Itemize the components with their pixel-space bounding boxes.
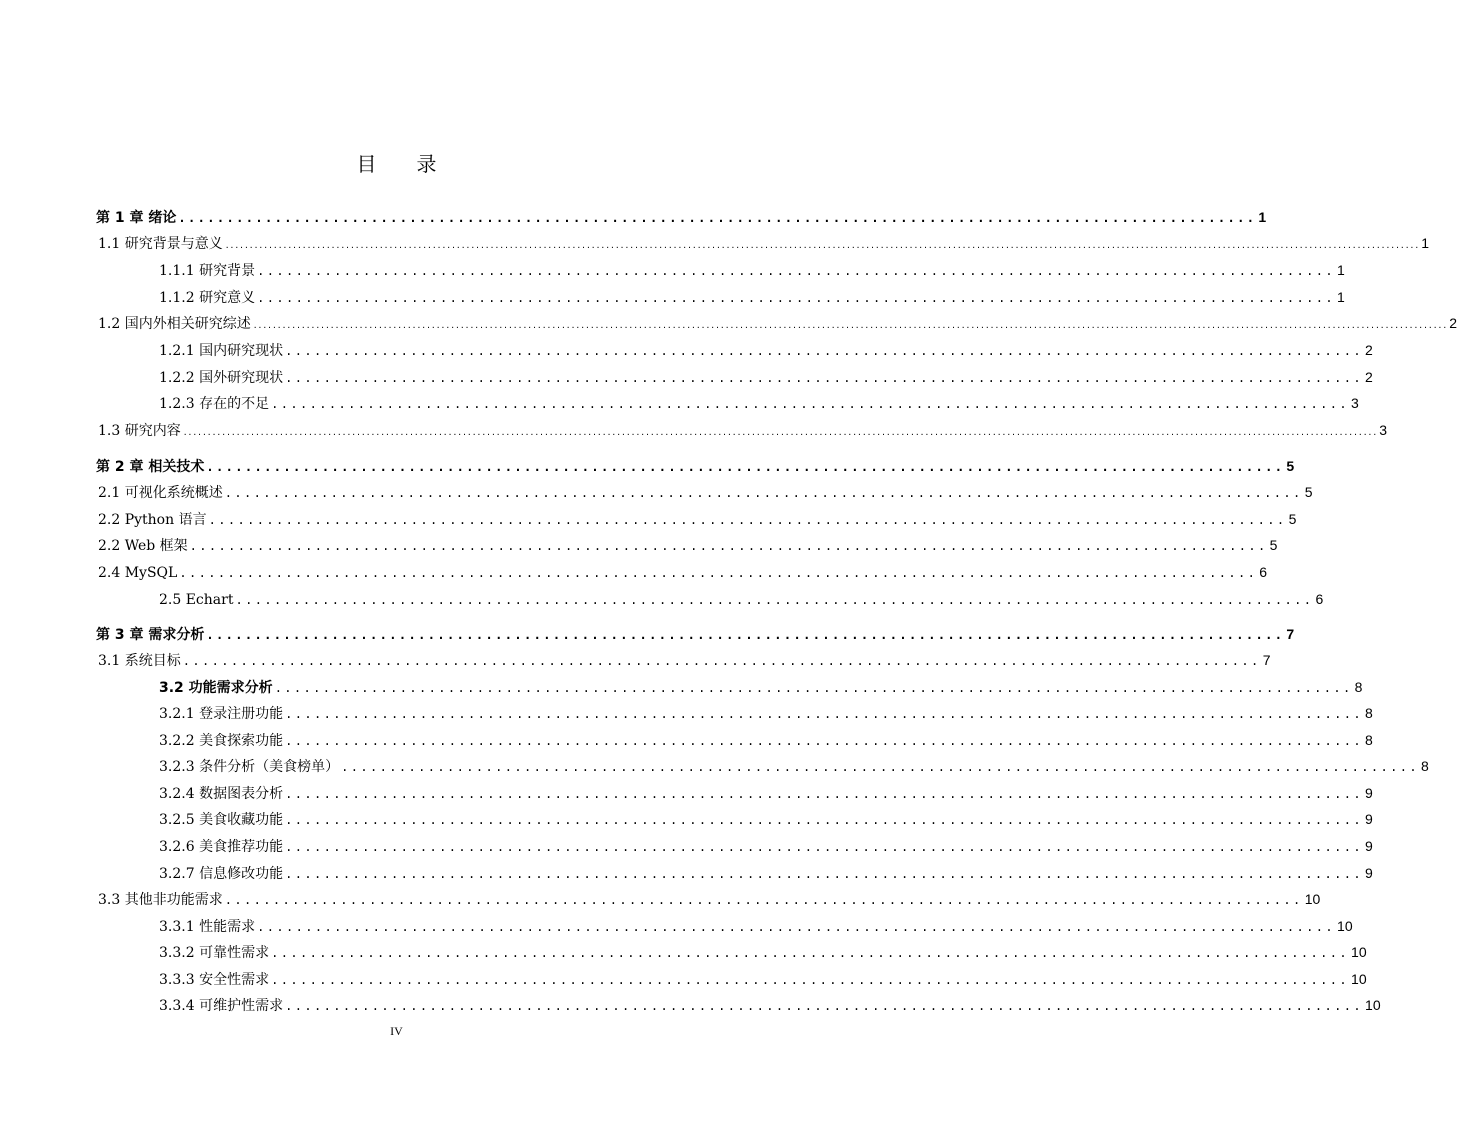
dot-leader: ................................................................................................................: [285, 707, 1364, 721]
toc-entry-label: 3.2.6 美食推荐功能: [159, 839, 284, 855]
toc-entry-page: 8: [1354, 679, 1363, 695]
toc-entry-label: 3.3 其他非功能需求: [98, 892, 223, 908]
toc-entry-3-3-4[interactable]: [159, 994, 1381, 1016]
toc-entry-3-2-1[interactable]: [159, 702, 1373, 724]
toc-entry-label: 2.4 MySQL: [98, 565, 178, 581]
toc-entry-label: 1.3 研究内容: [98, 423, 181, 439]
toc-entry-label: 3.2.2 美食探索功能: [159, 733, 284, 749]
dot-leader: ................................................................................................................: [235, 593, 1314, 607]
toc-entry-1-2-3[interactable]: [159, 392, 1359, 414]
dot-leader: ................................................................................................................: [224, 486, 1303, 500]
dot-leader: ................................................................................................................: [285, 867, 1364, 881]
dot-leader: ........................................................................................................................................................................................................................................................: [182, 428, 1378, 437]
toc-entry-page: 2: [1365, 342, 1373, 358]
toc-entry-label: 3.2 功能需求分析: [159, 680, 273, 696]
toc-entry-page: 2: [1365, 369, 1373, 385]
toc-entry-label: 3.2.5 美食收藏功能: [159, 812, 284, 828]
toc-entry-label: 3.2.1 登录注册功能: [159, 706, 284, 722]
toc-entry-2-1[interactable]: [98, 481, 1313, 503]
toc-entry-1-2-1[interactable]: [159, 339, 1373, 361]
toc-entry-page: 9: [1365, 865, 1373, 881]
toc-entry-page: 9: [1365, 811, 1373, 827]
toc-entry-2-4[interactable]: [98, 561, 1268, 583]
toc-entry-label: 第 1 章 绪论: [96, 210, 177, 226]
toc-entry-page: 5: [1304, 484, 1313, 500]
toc-entry-page: 5: [1286, 458, 1295, 474]
toc-entry-chapter-1[interactable]: [96, 206, 1267, 228]
page-title: [0, 148, 793, 177]
toc-entry-label: 第 2 章 相关技术: [96, 459, 205, 475]
toc-entry-page: 2: [1449, 315, 1457, 331]
toc-entry-3-2-6[interactable]: [159, 835, 1373, 857]
toc-entry-3-3[interactable]: [98, 888, 1321, 910]
dot-leader: ................................................................................................................: [257, 264, 1336, 278]
toc-entry-3-3-2[interactable]: [159, 941, 1367, 963]
toc-entry-1-2[interactable]: [98, 312, 1457, 334]
toc-entry-chapter-2[interactable]: [96, 455, 1295, 477]
page-number-footer: IV: [390, 1024, 403, 1038]
dot-leader: ........................................................................................................................................................................................................................................................: [252, 321, 1448, 330]
toc-entry-page: 10: [1351, 971, 1367, 987]
toc-entry-page: 8: [1365, 705, 1373, 721]
toc-entry-page: 10: [1365, 997, 1381, 1013]
dot-leader: ................................................................................................................: [257, 920, 1336, 934]
dot-leader: ................................................................................................................: [285, 813, 1364, 827]
dot-leader: ................................................................................................................: [285, 371, 1364, 385]
toc-entry-page: 10: [1351, 944, 1367, 960]
toc-entry-3-2-2[interactable]: [159, 729, 1373, 751]
dot-leader: ................................................................................................................: [271, 946, 1350, 960]
toc-entry-label: 3.3.2 可靠性需求: [159, 945, 270, 961]
dot-leader: ................................................................................................................: [285, 344, 1364, 358]
toc-entry-page: 10: [1337, 918, 1353, 934]
toc-entry-3-2[interactable]: [159, 676, 1363, 698]
dot-leader: ................................................................................................................: [206, 628, 1285, 642]
title-char-left: 目: [356, 152, 377, 176]
toc-entry-1-1[interactable]: [98, 232, 1429, 254]
dot-leader: ................................................................................................................: [271, 973, 1350, 987]
toc-entry-label: 1.2 国内外相关研究综述: [98, 316, 251, 332]
toc-entry-label: 3.3.3 安全性需求: [159, 972, 270, 988]
toc-entry-page: 3: [1379, 422, 1387, 438]
toc-entry-page: 1: [1421, 235, 1429, 251]
toc-entry-label: 第 3 章 需求分析: [96, 627, 205, 643]
toc-entry-1-1-2[interactable]: [159, 286, 1345, 308]
toc-entry-label: 1.1.2 研究意义: [159, 290, 256, 306]
dot-leader: ................................................................................................................: [206, 460, 1285, 474]
dot-leader: ................................................................................................................: [285, 787, 1364, 801]
dot-leader: ................................................................................................................: [285, 999, 1364, 1013]
toc-entry-page: 5: [1288, 511, 1297, 527]
toc-entry-3-3-1[interactable]: [159, 915, 1353, 937]
toc-entry-1-1-1[interactable]: [159, 259, 1345, 281]
dot-leader: ................................................................................................................: [189, 539, 1268, 553]
dot-leader: ................................................................................................................: [179, 566, 1258, 580]
dot-leader: ................................................................................................................: [285, 734, 1364, 748]
toc-entry-3-2-4[interactable]: [159, 782, 1373, 804]
toc-entry-page: 7: [1286, 626, 1295, 642]
toc-entry-page: 7: [1262, 652, 1271, 668]
toc-entry-page: 3: [1351, 395, 1359, 411]
dot-leader: ........................................................................................................................................................................................................................................................: [224, 241, 1420, 250]
toc-entry-3-2-3[interactable]: [159, 755, 1429, 777]
dot-leader: ................................................................................................................: [271, 397, 1350, 411]
toc-entry-page: 6: [1315, 591, 1324, 607]
dot-leader: ................................................................................................................: [257, 291, 1336, 305]
toc-entry-3-1[interactable]: [98, 649, 1271, 671]
toc-entry-3-3-3[interactable]: [159, 968, 1367, 990]
toc-entry-label: 3.3.1 性能需求: [159, 919, 256, 935]
toc-entry-chapter-3[interactable]: [96, 623, 1295, 645]
toc-entry-label: 2.5 Echart: [159, 592, 234, 608]
toc-entry-3-2-5[interactable]: [159, 808, 1373, 830]
toc-entry-label: 3.3.4 可维护性需求: [159, 998, 284, 1014]
toc-entry-page: 1: [1337, 289, 1345, 305]
toc-entry-label: 3.2.3 条件分析（美食榜单）: [159, 759, 340, 775]
dot-leader: ................................................................................................................: [178, 211, 1257, 225]
toc-entry-page: 9: [1365, 838, 1373, 854]
toc-entry-label: 3.1 系统目标: [98, 653, 181, 669]
dot-leader: ................................................................................................................: [274, 681, 1353, 695]
toc-entry-label: 1.2.3 存在的不足: [159, 396, 270, 412]
toc-entry-label: 1.1 研究背景与意义: [98, 236, 223, 252]
toc-entry-page: 6: [1259, 564, 1268, 580]
toc-entry-page: 1: [1258, 209, 1267, 225]
toc-entry-label: 1.2.2 国外研究现状: [159, 370, 284, 386]
toc-entry-1-3[interactable]: [98, 419, 1387, 441]
title-char-right: 录: [416, 152, 437, 176]
toc-entry-page: 9: [1365, 785, 1373, 801]
dot-leader: ................................................................................................................: [182, 654, 1261, 668]
dot-leader: ................................................................................................................: [208, 513, 1287, 527]
toc-entry-label: 2.2 Web 框架: [98, 538, 188, 554]
toc-entry-label: 2.2 Python 语言: [98, 512, 207, 528]
toc-entry-1-2-2[interactable]: [159, 366, 1373, 388]
dot-leader: ................................................................................................................: [341, 760, 1420, 774]
toc-entry-label: 2.1 可视化系统概述: [98, 485, 223, 501]
toc-entry-page: 1: [1337, 262, 1345, 278]
toc-entry-label: 3.2.4 数据图表分析: [159, 786, 284, 802]
toc-entry-2-5[interactable]: [159, 588, 1324, 610]
toc-entry-3-2-7[interactable]: [159, 862, 1373, 884]
toc-entry-page: 8: [1421, 758, 1429, 774]
toc-entry-page: 10: [1304, 891, 1321, 907]
toc-entry-label: 3.2.7 信息修改功能: [159, 866, 284, 882]
dot-leader: ................................................................................................................: [285, 840, 1364, 854]
toc-entry-2-2-python[interactable]: [98, 508, 1297, 530]
toc-entry-page: 8: [1365, 732, 1373, 748]
toc-entry-label: 1.1.1 研究背景: [159, 263, 256, 279]
toc-entry-2-2-web[interactable]: [98, 534, 1278, 556]
dot-leader: ................................................................................................................: [224, 893, 1303, 907]
toc-entry-label: 1.2.1 国内研究现状: [159, 343, 284, 359]
toc-entry-page: 5: [1269, 537, 1278, 553]
